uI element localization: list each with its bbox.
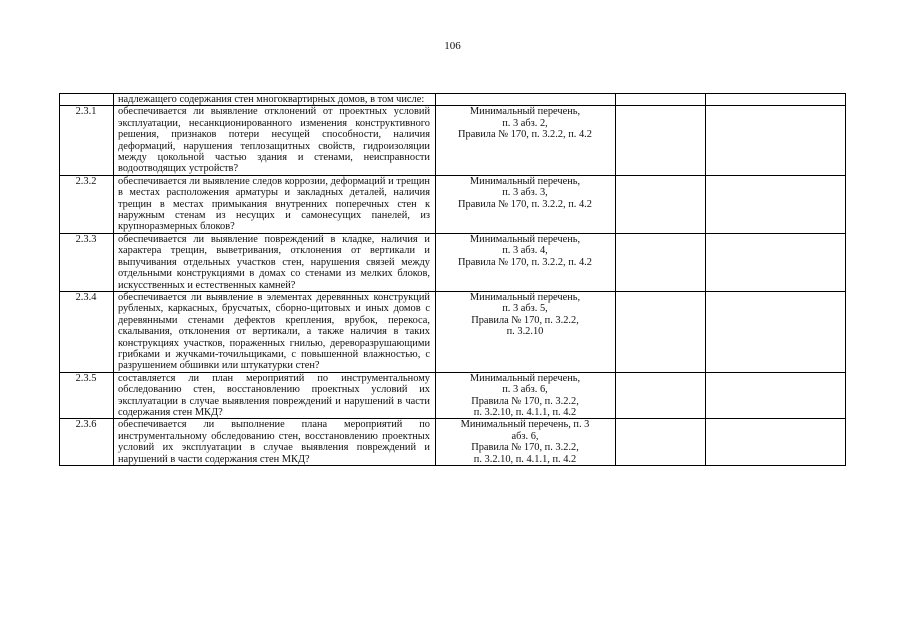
item-number: 2.3.4 [60, 291, 114, 372]
table-row [60, 372, 846, 419]
legal-reference [436, 233, 616, 291]
table-row [60, 419, 846, 466]
reference-line: п. 3 абз. 5, [502, 303, 548, 315]
reference-line: абз. 6, [511, 430, 539, 442]
reference-line: п. 3.2.10, п. 4.1.1, п. 4.2 [473, 453, 577, 465]
reference-line: Минимальный перечень, [469, 106, 581, 118]
question-text: составляется ли план мероприятий по инструментальному обследованию стен, восстановлению проектных условий их эксплуатации в случае выявления повреждений и нарушений в части содержания стен МКД? [114, 372, 436, 419]
question-text: обеспечивается ли выполнение плана мероприятий по инструментальному обследованию стен, восстановлению проектных условий их эксплуатации в случае выявления повреждений и нарушений в части содержания стен МКД? [114, 419, 436, 466]
reference-line: п. 3 абз. 3, [502, 187, 548, 199]
reference-line: п. 3.2.10, п. 4.1.1, п. 4.2 [473, 406, 577, 418]
table-row [60, 94, 846, 106]
legal-reference [436, 175, 616, 233]
item-number: 2.3.5 [60, 372, 114, 419]
question-text: обеспечивается ли выявление отклонений от проектных условий эксплуатации, несанкционированного изменения конструктивного решения, признаков потери несущей способности, наличия деформаций, нарушения теплозащитных свойств, гидроизоляции между цокольной частью здания и стенами, неисправности водоотводящих устройств? [114, 106, 436, 175]
reference-line: Минимальный перечень, п. 3 [460, 419, 590, 431]
answer-cell [616, 419, 706, 466]
reference-line: Правила № 170, п. 3.2.2, п. 4.2 [458, 198, 592, 210]
answer-cell [616, 94, 706, 106]
item-number: 2.3.1 [60, 106, 114, 175]
note-cell [706, 419, 846, 466]
answer-cell [616, 372, 706, 419]
reference-line: Правила № 170, п. 3.2.2, п. 4.2 [458, 129, 592, 141]
reference-line: п. 3 абз. 4, [502, 245, 548, 257]
checklist-table-body [60, 94, 846, 466]
note-cell [706, 372, 846, 419]
item-number: 2.3.3 [60, 233, 114, 291]
table-row [60, 106, 846, 175]
table-row [60, 175, 846, 233]
reference-line: Минимальный перечень, [469, 233, 581, 245]
item-number: 2.3.6 [60, 419, 114, 466]
answer-cell [616, 106, 706, 175]
reference-line: п. 3 абз. 6, [502, 384, 548, 396]
page-number: 106 [444, 40, 461, 52]
reference-line: Правила № 170, п. 3.2.2, п. 4.2 [458, 256, 592, 268]
item-number: 2.3.2 [60, 175, 114, 233]
reference-line: п. 3 абз. 2, [502, 117, 548, 129]
answer-cell [616, 175, 706, 233]
reference-line: Минимальный перечень, [469, 372, 581, 384]
answer-cell [616, 233, 706, 291]
reference-line: п. 3.2.10 [506, 326, 544, 338]
note-cell [706, 94, 846, 106]
table-row [60, 291, 846, 372]
note-cell [706, 106, 846, 175]
reference-line: Минимальный перечень, [469, 175, 581, 187]
legal-reference [436, 291, 616, 372]
legal-reference [436, 372, 616, 419]
reference-line: Правила № 170, п. 3.2.2, [471, 395, 579, 407]
reference-line: Минимальный перечень, [469, 291, 581, 303]
legal-reference [436, 94, 616, 106]
legal-reference [436, 106, 616, 175]
question-text: обеспечивается ли выявление следов коррозии, деформаций и трещин в местах расположения арматуры и закладных деталей, наличия трещин в местах примыкания внутренних поперечных стен к наружным стенам из несущих и самонесущих панелей, из крупноразмерных блоков? [114, 175, 436, 233]
item-number [60, 94, 114, 106]
reference-line: Правила № 170, п. 3.2.2, [471, 314, 579, 326]
note-cell [706, 291, 846, 372]
note-cell [706, 233, 846, 291]
question-text: надлежащего содержания стен многоквартирных домов, в том числе: [114, 94, 436, 106]
note-cell [706, 175, 846, 233]
checklist-table [59, 93, 846, 466]
legal-reference [436, 419, 616, 466]
question-text: обеспечивается ли выявление в элементах деревянных конструкций рубленых, каркасных, брусчатых, сборно-щитовых и иных домов с деревянными стенами дефектов крепления, врубок, перекоса, скалывания, отклонения от вертикали, а также наличия в таких конструкциях участков, пораженных гнилью, дереворазрушающими грибками и жучками-точильщиками, с повышенной влажностью, с разрушением обшивки или штукатурки стен? [114, 291, 436, 372]
table-row [60, 233, 846, 291]
reference-line: Правила № 170, п. 3.2.2, [471, 442, 579, 454]
question-text: обеспечивается ли выявление повреждений в кладке, наличия и характера трещин, выветривания, отклонения от вертикали и выпучивания отдельных участков стен, нарушения связей между отдельными конструкциями в домах со стенами из мелких блоков, искусственных и естественных камней? [114, 233, 436, 291]
answer-cell [616, 291, 706, 372]
